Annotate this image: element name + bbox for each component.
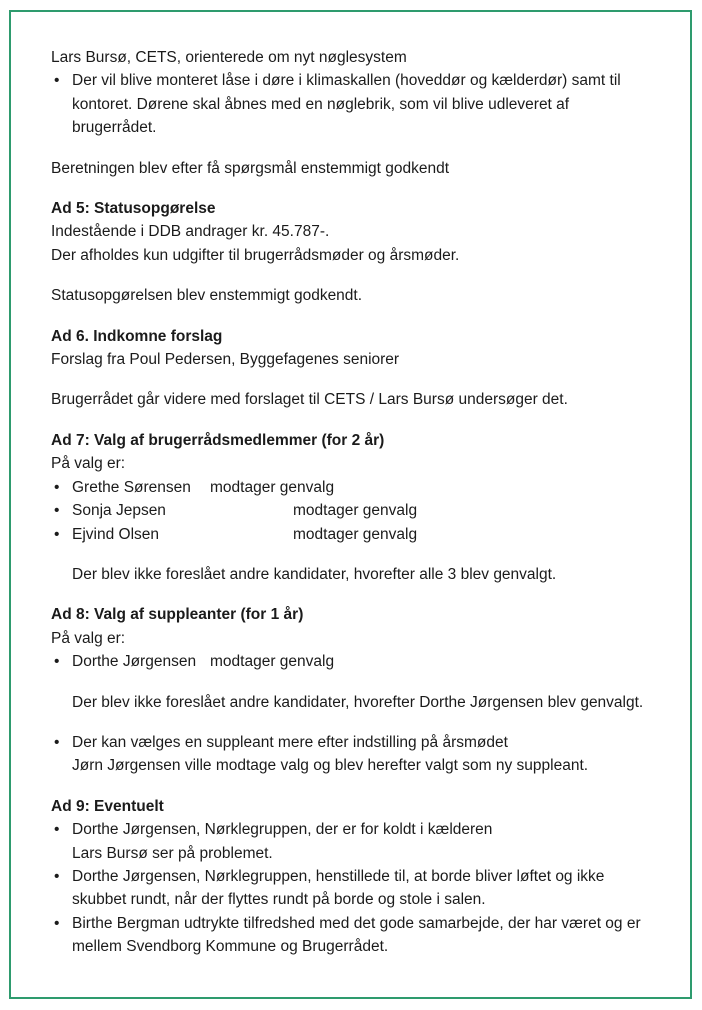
candidate-item (51, 650, 680, 673)
section-ad9 (51, 795, 680, 959)
section-ad7 (51, 429, 680, 546)
paragraph-keysystem (51, 46, 680, 140)
bullet-item (51, 818, 680, 865)
section-heading-ad5: Ad 5: Statusopgørelse (51, 200, 216, 218)
candidate-name: Ejvind Olsen (72, 525, 160, 543)
text-line: Jørn Jørgensen ville modtage valg og blev herefter valgt som ny suppleant. (72, 757, 589, 775)
bullet-icon: • (54, 525, 60, 543)
candidate-status: modtager genvalg (293, 525, 418, 543)
document-content (51, 46, 680, 959)
section-ad6 (51, 325, 680, 372)
paragraph-ad8-extra (51, 731, 680, 778)
bullet-icon: • (54, 478, 60, 496)
candidate-line (72, 650, 680, 673)
bullet-icon: • (54, 867, 60, 885)
text-line: Dorthe Jørgensen, Nørklegruppen, der er for koldt i kælderen (72, 821, 493, 839)
candidate-line (72, 499, 680, 522)
text-line: Lars Bursø ser på problemet. (72, 844, 273, 862)
bullet-item (51, 912, 680, 959)
bullet-icon: • (54, 502, 60, 520)
bullet-icon: • (54, 914, 60, 932)
text-line: Der afholdes kun udgifter til brugerrådsmøder og årsmøder. (51, 246, 460, 264)
text-line: Der vil blive monteret låse i døre i klimaskallen (hoveddør og kælderdør) samt til (72, 72, 621, 90)
text-line: skubbet rundt, når der flyttes rundt på borde og stole i salen. (72, 891, 486, 909)
candidate-item (51, 476, 680, 499)
text-line: Brugerrådet går videre med forslaget til CETS / Lars Bursø undersøger det. (51, 391, 568, 409)
text-line: Beretningen blev efter få spørgsmål enstemmigt godkendt (51, 159, 450, 177)
paragraph-ad6-followup (51, 388, 680, 411)
bullet-item (51, 69, 680, 139)
section-ad8 (51, 603, 680, 673)
text-line: Statusopgørelsen blev enstemmigt godkendt. (51, 287, 363, 305)
text-line: Forslag fra Poul Pedersen, Byggefagenes seniorer (51, 351, 400, 369)
section-heading-ad7: Ad 7: Valg af brugerrådsmedlemmer (for 2 år) (51, 431, 385, 449)
text-line: Der blev ikke foreslået andre kandidater, hvorefter Dorthe Jørgensen blev genvalgt. (72, 693, 644, 711)
bullet-icon: • (54, 72, 60, 90)
text-line: kontoret. Dørene skal åbnes med en nøglebrik, som vil blive udleveret af (72, 95, 570, 113)
bullet-text (72, 818, 680, 865)
section-heading-ad8: Ad 8: Valg af suppleanter (for 1 år) (51, 606, 304, 624)
candidate-status: modtager genvalg (210, 478, 335, 496)
bullet-text (72, 912, 680, 959)
candidate-line (72, 523, 680, 546)
bullet-item (51, 731, 680, 778)
bullet-item (51, 865, 680, 912)
candidate-line (72, 476, 680, 499)
text-line: brugerrådet. (72, 119, 157, 137)
candidate-item (51, 523, 680, 546)
text-line: Der kan vælges en suppleant mere efter indstilling på årsmødet (72, 733, 508, 751)
section-heading-ad9: Ad 9: Eventuelt (51, 797, 164, 815)
paragraph-ad7-result (72, 563, 680, 586)
candidate-name: Grethe Sørensen (72, 478, 191, 496)
text-line: Lars Bursø, CETS, orienterede om nyt nøglesystem (51, 49, 407, 66)
candidate-item (51, 499, 680, 522)
bullet-text (72, 865, 680, 912)
candidate-status: modtager genvalg (210, 653, 335, 671)
bullet-icon: • (54, 733, 60, 751)
bullet-icon: • (54, 821, 60, 839)
candidate-status: modtager genvalg (293, 502, 418, 520)
paragraph-status-approval (51, 284, 680, 307)
text-line: Der blev ikke foreslået andre kandidater, hvorefter alle 3 blev genvalgt. (72, 565, 557, 583)
text-line: mellem Svendborg Kommune og Brugerrådet. (72, 938, 389, 956)
bullet-icon: • (54, 653, 60, 671)
bullet-text (72, 731, 680, 778)
candidate-name: Sonja Jepsen (72, 502, 166, 520)
paragraph-report-approval (51, 157, 680, 180)
paragraph-ad8-result (72, 691, 680, 714)
text-line: På valg er: (51, 629, 126, 647)
section-ad5 (51, 197, 680, 267)
text-line: Birthe Bergman udtrykte tilfredshed med det gode samarbejde, der har været og er (72, 914, 641, 932)
text-line: På valg er: (51, 455, 126, 473)
candidate-name: Dorthe Jørgensen (72, 653, 197, 671)
section-heading-ad6: Ad 6. Indkomne forslag (51, 327, 223, 345)
text-line: Indestående i DDB andrager kr. 45.787-. (51, 223, 330, 241)
text-line: Dorthe Jørgensen, Nørklegruppen, henstillede til, at borde bliver løftet og ikke (72, 867, 605, 885)
bullet-text (72, 69, 680, 139)
